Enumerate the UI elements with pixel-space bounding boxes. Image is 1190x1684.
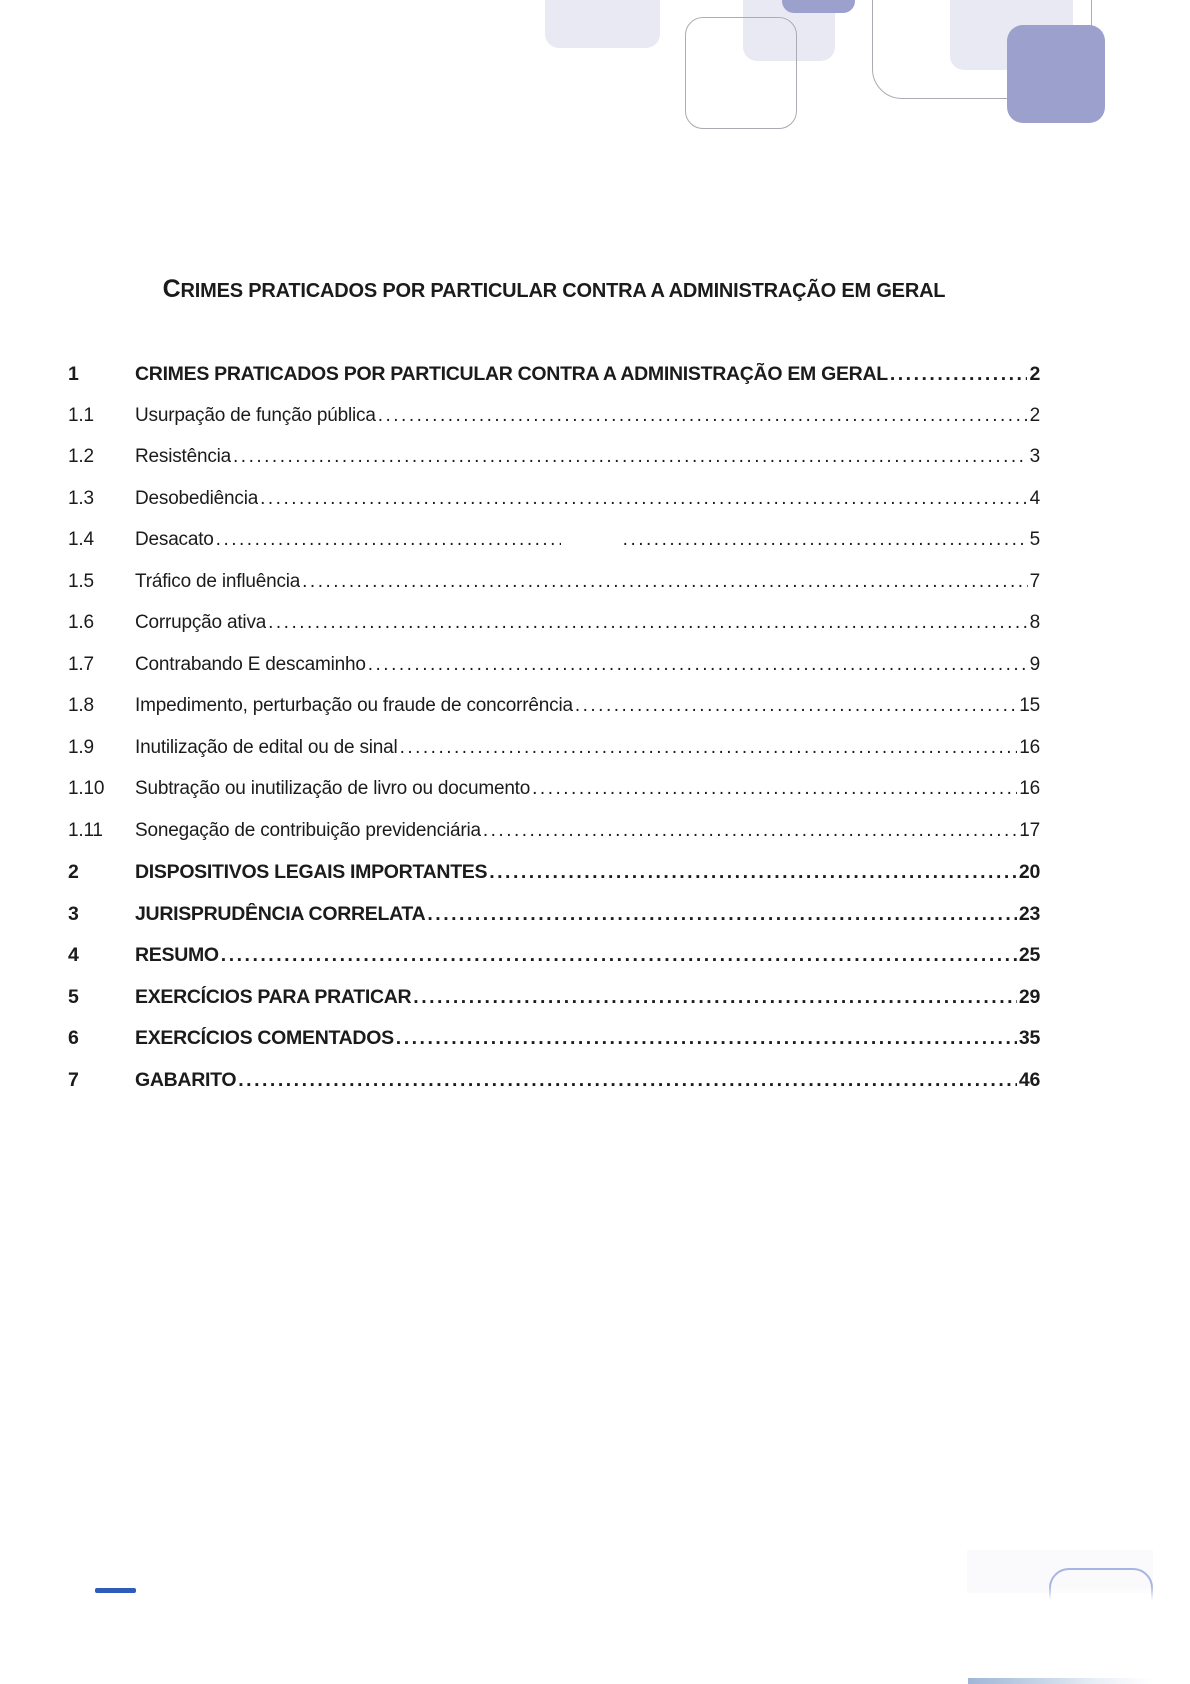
toc-entry[interactable] [68, 519, 1040, 561]
toc-entry-number: 1.8 [68, 695, 94, 716]
toc-leader-dots [302, 571, 1027, 593]
toc-entry-page: 2 [1029, 363, 1040, 385]
toc-leader-dots [400, 737, 1018, 759]
toc-entry-label: EXERCÍCIOS COMENTADOS [135, 1027, 394, 1049]
toc-entry[interactable] [68, 685, 1040, 727]
toc-entry-page: 16 [1019, 736, 1040, 758]
toc-entry-page: 17 [1019, 819, 1040, 841]
toc-entry[interactable] [68, 644, 1040, 686]
toc-entry-number: 1.2 [68, 446, 94, 467]
toc-entry-number: 5 [68, 985, 79, 1008]
toc-entry-label: CRIMES PRATICADOS POR PARTICULAR CONTRA A ADMINISTRAÇÃO EM GERAL [135, 363, 888, 385]
toc-entry-page: 46 [1018, 1068, 1040, 1091]
toc-entry-label: RESUMO [135, 944, 219, 966]
toc-entry[interactable] [68, 353, 1040, 395]
toc-entry-label: Desobediência [135, 487, 259, 509]
toc-leader-dots [233, 446, 1028, 468]
toc-entry-label: Desacato [135, 529, 214, 550]
toc-leader-dots [368, 654, 1028, 676]
decorative-square-purple-2 [1007, 25, 1105, 123]
toc-entry[interactable] [68, 395, 1040, 437]
toc-entry-label: Corrupção ativa [135, 612, 267, 633]
toc-entry-page: 5 [1029, 529, 1040, 550]
toc-entry-page: 8 [1029, 612, 1040, 633]
toc-entry-number: 1.1 [68, 404, 94, 426]
toc-leader-dots [483, 820, 1017, 842]
toc-leader-dots [489, 861, 1017, 884]
toc-entry-number: 1 [68, 363, 79, 385]
toc-entry[interactable] [68, 934, 1040, 976]
toc-entry-label: GABARITO [135, 1068, 237, 1091]
toc-entry-page: 3 [1029, 446, 1040, 467]
decorative-blue-bar [968, 1678, 1153, 1684]
toc-entry-page: 25 [1018, 944, 1040, 966]
toc-leader-dots [427, 903, 1017, 926]
toc-entry-number: 2 [68, 861, 79, 883]
toc-entry-page: 35 [1018, 1027, 1040, 1049]
toc-entry-label: Tráfico de influência [135, 570, 301, 592]
toc-entry[interactable] [68, 727, 1040, 769]
toc-entry[interactable] [68, 851, 1040, 893]
toc-entry-number: 3 [68, 902, 79, 925]
toc-entry-label: DISPOSITIVOS LEGAIS IMPORTANTES [135, 861, 488, 883]
decorative-square-purple-1 [782, 0, 855, 13]
toc-entry-page: 29 [1018, 985, 1040, 1008]
toc-entry[interactable] [68, 478, 1040, 520]
toc-leader-dots [378, 405, 1028, 427]
toc-entry-label: Subtração ou inutilização de livro ou documento [135, 778, 531, 799]
toc-entry-page: 2 [1029, 404, 1040, 426]
decorative-square-outline-2 [685, 17, 797, 129]
toc-entry-label: JURISPRUDÊNCIA CORRELATA [135, 902, 426, 925]
document-title: CRIMES PRATICADOS POR PARTICULAR CONTRA A ADMINISTRAÇÃO EM GERAL [162, 275, 946, 303]
toc-entry-label: Usurpação de função pública [135, 404, 376, 426]
toc-leader-dots [575, 695, 1017, 717]
toc-entry-number: 1.7 [68, 653, 94, 675]
toc-leader-dots [413, 986, 1017, 1009]
toc-entry-page: 15 [1019, 695, 1040, 716]
toc-entry[interactable] [68, 1059, 1040, 1101]
toc-leader-dots [260, 488, 1028, 510]
toc-entry-number: 1.11 [68, 819, 103, 841]
decorative-blue-dash [95, 1588, 136, 1593]
toc-entry-number: 1.3 [68, 487, 94, 509]
toc-entry-label: EXERCÍCIOS PARA PRATICAR [135, 985, 412, 1008]
toc-entry[interactable] [68, 436, 1040, 478]
toc-entry-number: 4 [68, 944, 79, 966]
toc-entry[interactable] [68, 768, 1040, 810]
toc-entry[interactable] [68, 810, 1040, 852]
table-of-contents [68, 353, 1040, 1100]
toc-entry-label: Resistência [135, 446, 232, 467]
toc-leader-dots [532, 778, 1017, 800]
decorative-rounded-outline [1049, 1568, 1153, 1600]
toc-entry-number: 1.5 [68, 570, 94, 592]
decorative-square-light-1 [545, 0, 660, 48]
toc-entry-page: 4 [1029, 487, 1040, 509]
toc-leader-dots [396, 1027, 1017, 1050]
toc-leader-dots [623, 529, 1028, 551]
toc-entry-label: Sonegação de contribuição previdenciária [135, 819, 481, 841]
toc-entry-label: Contrabando E descaminho [135, 653, 366, 675]
toc-entry-page: 20 [1018, 861, 1040, 883]
toc-entry[interactable] [68, 1017, 1040, 1059]
toc-leader-dots [238, 1069, 1017, 1092]
toc-leader-dots [890, 363, 1028, 386]
toc-entry-page: 16 [1019, 778, 1040, 799]
toc-entry[interactable] [68, 893, 1040, 935]
toc-leader-dots [216, 529, 561, 551]
toc-entry-number: 1.10 [68, 778, 105, 799]
toc-entry-label: Inutilização de edital ou de sinal [135, 736, 398, 758]
toc-entry-number: 7 [68, 1068, 79, 1091]
toc-entry-number: 6 [68, 1027, 79, 1049]
toc-entry[interactable] [68, 976, 1040, 1018]
toc-leader-dots [268, 612, 1028, 634]
toc-entry-label: Impedimento, perturbação ou fraude de concorrência [135, 695, 573, 716]
toc-entry-page: 9 [1029, 653, 1040, 675]
toc-entry[interactable] [68, 561, 1040, 603]
toc-entry-page: 7 [1029, 570, 1040, 592]
toc-entry-number: 1.9 [68, 736, 94, 758]
toc-entry-number: 1.4 [68, 529, 94, 550]
toc-leader-dots [221, 944, 1017, 967]
toc-entry-page: 23 [1018, 902, 1040, 925]
decorative-corner-outline [1048, 1566, 1190, 1600]
toc-entry-number: 1.6 [68, 612, 94, 633]
toc-entry[interactable] [68, 602, 1040, 644]
